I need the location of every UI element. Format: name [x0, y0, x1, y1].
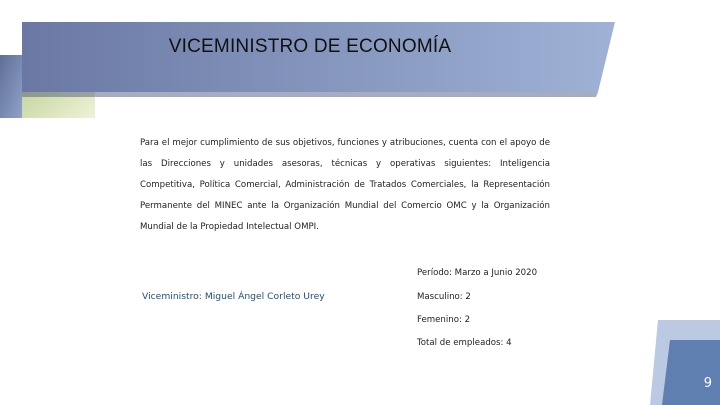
- period-label: Período: Marzo a Junio 2020: [417, 268, 538, 278]
- male-count: Masculino: 2: [417, 292, 471, 302]
- banner-shadow: [22, 92, 598, 97]
- corner-decoration: [640, 320, 720, 405]
- description-paragraph: Para el mejor cumplimiento de sus objetivos, funciones y atribuciones, cuenta con el apoyo de las Direcciones y unidades asesoras, técnicas y operativas siguientes: Inteligencia Competitiva, Política Comercial, Administración de Tratados Comerciales, la Representación Permanente del MINEC ante la Organización Mundial del Comercio OMC y la Organización Mundial de la Propiedad Intelectual OMPI.: [140, 138, 550, 232]
- page-title: VICEMINISTRO DE ECONOMÍA: [168, 36, 452, 57]
- viceminister-name: Viceministro: Miguel Ángel Corleto Urey: [142, 291, 325, 302]
- title-banner: [0, 0, 720, 130]
- page-number: 9: [703, 376, 712, 391]
- total-employees: Total de empleados: 4: [417, 338, 512, 348]
- female-count: Femenino: 2: [417, 315, 471, 325]
- banner-accent-left: [0, 55, 22, 118]
